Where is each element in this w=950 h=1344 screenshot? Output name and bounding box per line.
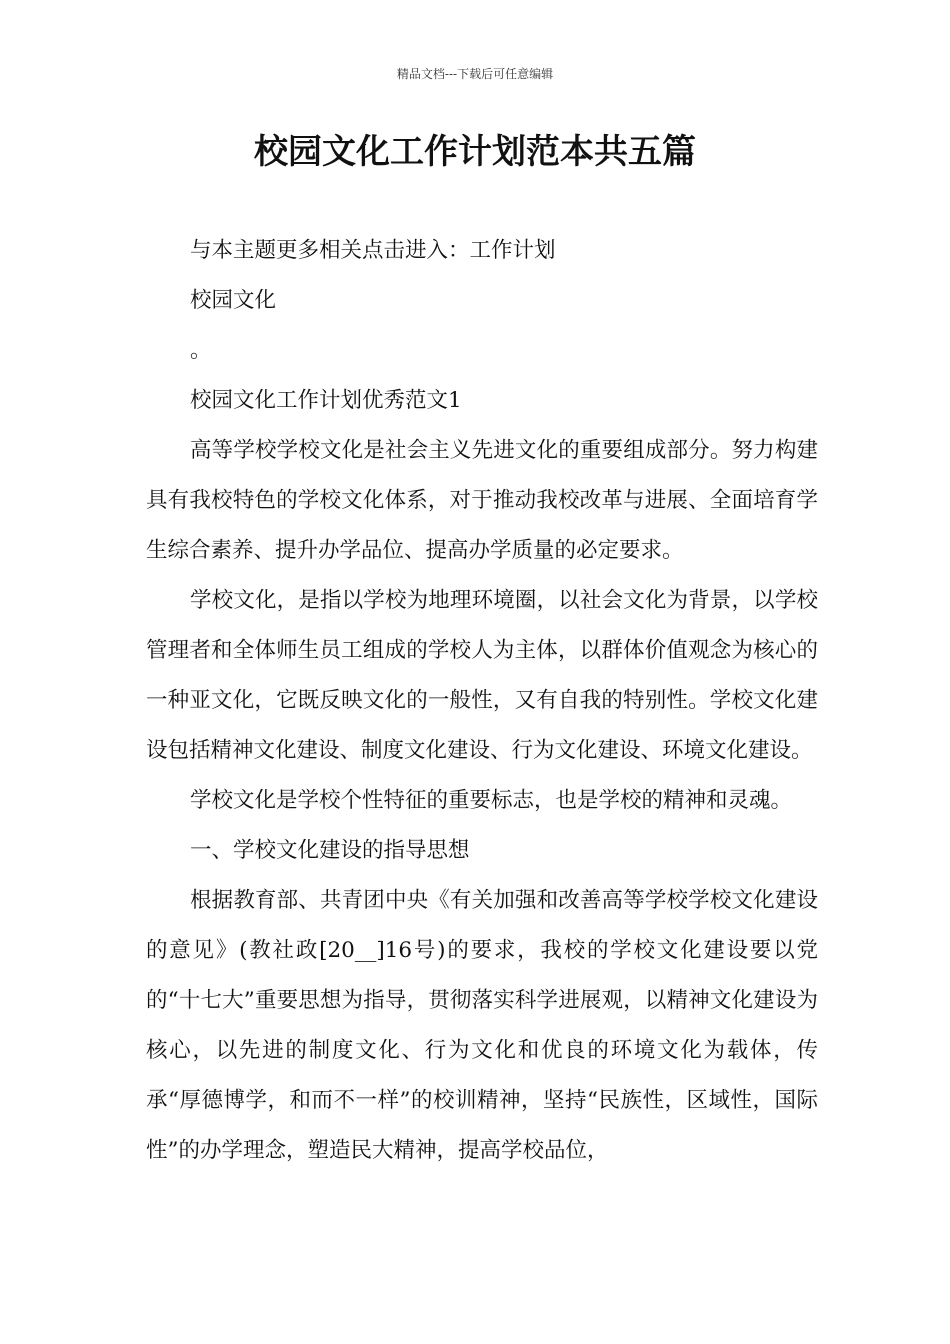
related-topics-prefix: 与本主题更多相关点击进入： bbox=[190, 238, 470, 263]
related-topics-line-2 bbox=[146, 276, 818, 326]
paragraph-4: 根据教育部、共青团中央《有关加强和改善高等学校学校文化建设的意见》(教社政[20__]16号)的要求，我校的学校文化建设要以党的“十七大”重要思想为指导，贯彻落实科学进展观，以精神文化建设为核心，以先进的制度文化、行为文化和优良的环境文化为载体，传承“厚德博学，和而不一样”的校训精神，坚持“民族性，区域性，国际性”的办学理念，塑造民大精神，提高学校品位， bbox=[146, 888, 818, 1163]
related-topics-line bbox=[146, 226, 818, 276]
related-topics-period: 。 bbox=[190, 338, 212, 363]
heading-guiding-ideology: 一、学校文化建设的指导思想 bbox=[190, 838, 470, 863]
document-title: 校园文化工作计划范本共五篇 bbox=[254, 132, 696, 172]
document-body bbox=[146, 226, 818, 1176]
paragraph-3: 学校文化是学校个性特征的重要标志，也是学校的精神和灵魂。 bbox=[190, 788, 793, 813]
section-title: 校园文化工作计划优秀范文1 bbox=[190, 388, 462, 413]
page-header-note: 精品文档---下载后可任意编辑 bbox=[396, 67, 554, 81]
related-link-campus-culture[interactable]: 校园文化 bbox=[190, 288, 277, 313]
paragraph-2: 学校文化，是指以学校为地理环境圈，以社会文化为背景，以学校管理者和全体师生员工组成的学校人为主体，以群体价值观念为核心的一种亚文化，它既反映文化的一般性，又有自我的特别性。学校文化建设包括精神文化建设、制度文化建设、行为文化建设、环境文化建设。 bbox=[146, 588, 818, 763]
related-link-work-plan[interactable]: 工作计划 bbox=[469, 238, 556, 263]
paragraph-1: 高等学校学校文化是社会主义先进文化的重要组成部分。努力构建具有我校特色的学校文化体系，对于推动我校改革与进展、全面培育学生综合素养、提升办学品位、提高办学质量的必定要求。 bbox=[146, 438, 818, 563]
